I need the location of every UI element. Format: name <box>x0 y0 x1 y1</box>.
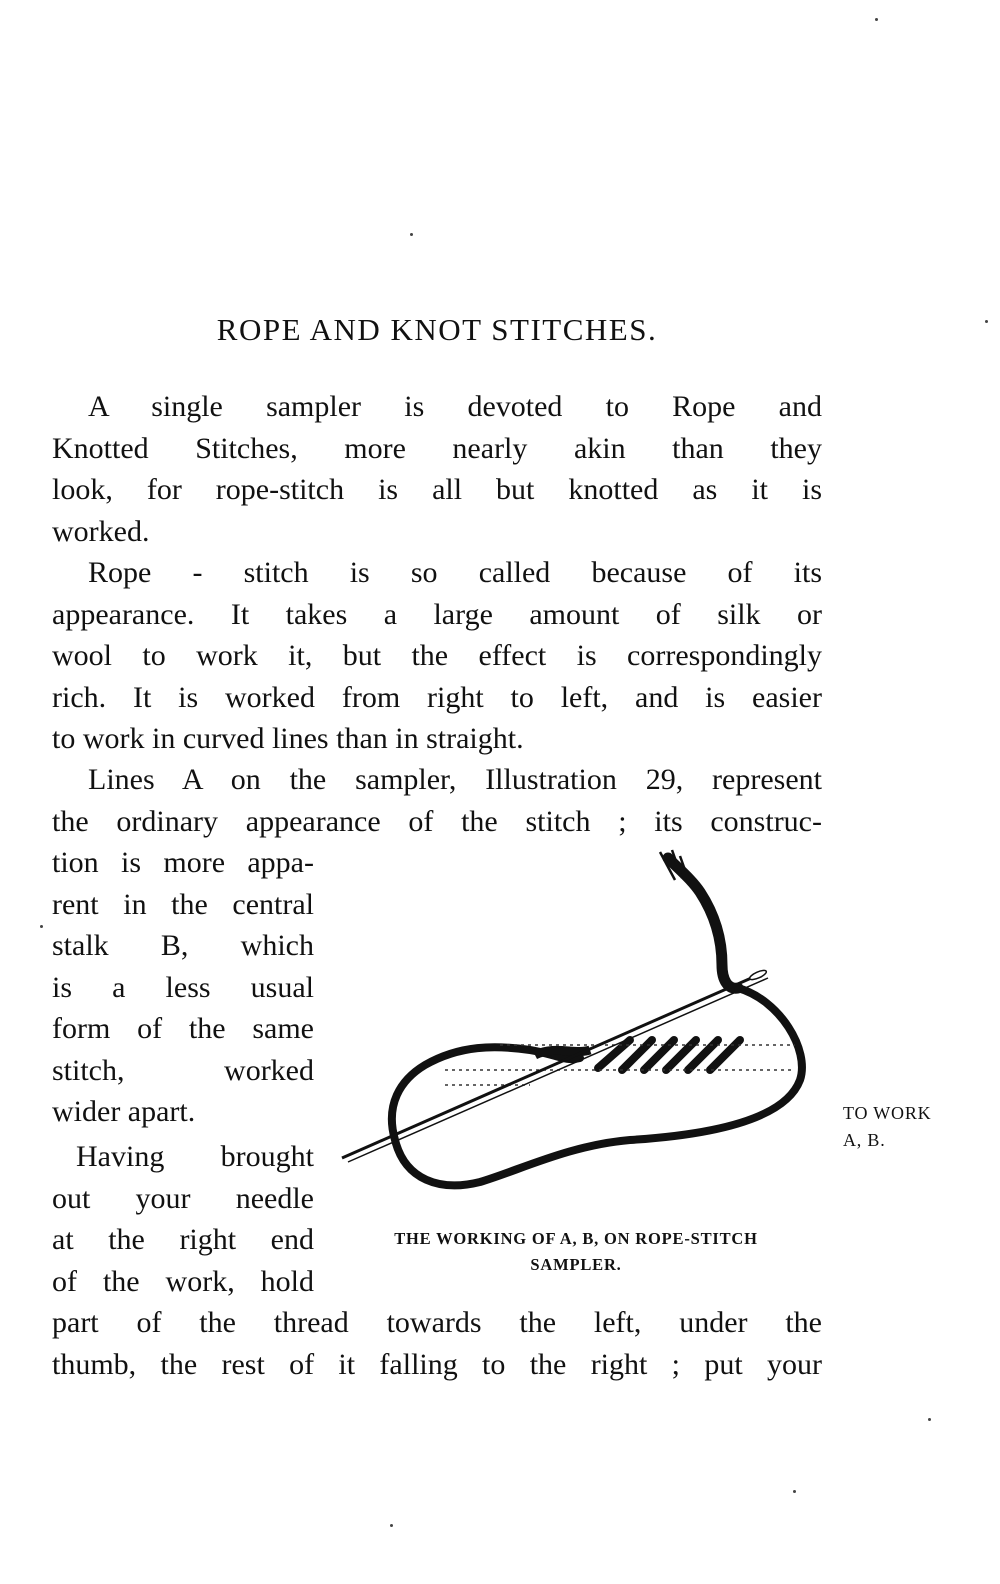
text-line: look, for rope-stitch is all but knotted as it is <box>52 473 822 506</box>
text-line: to work in curved lines than in straight. <box>52 722 524 755</box>
caption-line: THE WORKING OF A, B, ON ROPE-STITCH <box>394 1229 758 1248</box>
text-line: wider apart. <box>52 1095 196 1128</box>
paragraph-4 <box>52 1302 822 1385</box>
side-note-line: A, B. <box>843 1130 886 1150</box>
text-line: rent in the central <box>52 887 314 921</box>
paragraph-3 <box>52 759 822 842</box>
text-line: stalk B, which <box>52 929 314 962</box>
side-note-line: TO WORK <box>843 1103 932 1123</box>
chapter-heading: ROPE AND KNOT STITCHES. <box>216 312 658 347</box>
scan-speck <box>985 320 988 323</box>
text-line: at the right end <box>52 1223 314 1256</box>
scan-speck <box>410 233 413 236</box>
text-line: Knotted Stitches, more nearly akin than they <box>52 431 822 465</box>
text-line: Having brought <box>76 1140 314 1173</box>
scan-speck <box>875 18 878 21</box>
text-line: wool to work it, but the effect is correspondingly <box>52 639 822 672</box>
text-line: Lines A on the sampler, Illustration 29, represent <box>88 763 822 796</box>
text-line: of the work, hold <box>52 1264 314 1298</box>
text-line: worked. <box>52 514 150 548</box>
paragraph-1 <box>52 386 822 552</box>
text-line: part of the thread towards the left, under the <box>52 1306 822 1339</box>
text-line: thumb, the rest of it falling to the right ; put your <box>52 1347 822 1381</box>
text-line: stitch, worked <box>52 1053 314 1087</box>
text-line: rich. It is worked from right to left, and is easier <box>52 680 822 714</box>
scan-speck <box>40 925 43 928</box>
text-line: the ordinary appearance of the stitch ; its construc- <box>52 804 822 838</box>
paragraph-2 <box>52 552 822 760</box>
text-line: Rope - stitch is so called because of its <box>88 556 822 589</box>
text-line: appearance. It takes a large amount of silk or <box>52 597 822 631</box>
text-line: out your needle <box>52 1181 314 1215</box>
caption-line: SAMPLER. <box>530 1255 622 1274</box>
thread-tail <box>668 858 738 988</box>
text-line: tion is more appa- <box>52 846 314 879</box>
figure-caption <box>328 1226 824 1278</box>
text-line: A single sampler is devoted to Rope and <box>88 390 822 423</box>
scan-speck <box>390 1524 393 1527</box>
paragraph-3-wrapped <box>52 842 314 1133</box>
text-line: is a less usual <box>52 970 314 1004</box>
thread-loop <box>392 988 802 1185</box>
paragraph-4-wrapped <box>52 1136 314 1302</box>
scan-speck <box>928 1418 931 1421</box>
scan-speck <box>793 1490 796 1493</box>
side-note <box>843 1100 931 1154</box>
rope-stitch-illustration <box>330 840 830 1220</box>
text-line: form of the same <box>52 1012 314 1045</box>
